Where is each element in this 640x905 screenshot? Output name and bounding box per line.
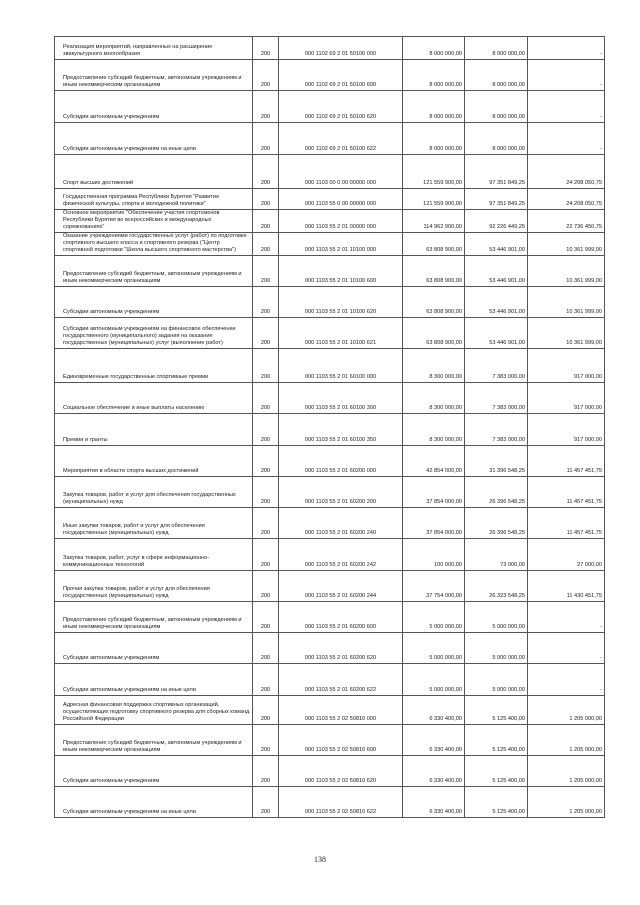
row-name <box>55 287 253 318</box>
row-unexecuted: - <box>528 60 605 91</box>
row-name-text: Иные закупки товаров, работ и услуг для обеспечения государственных (муниципальных) нужд <box>63 523 205 536</box>
row-kbk: 000 1103 55 2 01 60100 350 <box>279 414 403 446</box>
row-kbk: 000 1103 55 2 02 50810 600 <box>279 725 403 756</box>
table-row <box>55 123 605 155</box>
row-name <box>55 508 253 539</box>
row-code: 200 <box>253 256 279 287</box>
table-row <box>55 633 605 664</box>
row-kbk: 000 1103 55 2 01 60200 600 <box>279 602 403 633</box>
row-unexecuted: - <box>528 602 605 633</box>
row-name <box>55 725 253 756</box>
row-approved: 6 330 400,00 <box>403 756 465 787</box>
row-approved: 8 300 000,00 <box>403 383 465 414</box>
row-approved: 114 962 900,00 <box>403 210 465 233</box>
row-executed: 8 000 000,00 <box>465 123 528 155</box>
table-row <box>55 414 605 446</box>
row-name-text: Основное мероприятие "Обеспечение участия спортсменов Республики Бурятия во всероссийских и международных соревнованиях" <box>63 210 220 230</box>
table-row <box>55 60 605 91</box>
row-executed: 53 446 901,00 <box>465 318 528 349</box>
row-code: 200 <box>253 60 279 91</box>
row-name <box>55 91 253 123</box>
row-code: 200 <box>253 571 279 602</box>
row-approved: 37 754 000,00 <box>403 571 465 602</box>
row-executed: 5 125 400,00 <box>465 756 528 787</box>
row-approved: 42 854 000,00 <box>403 446 465 477</box>
row-kbk: 000 1102 69 2 01 50100 600 <box>279 60 403 91</box>
row-unexecuted: 917 000,00 <box>528 414 605 446</box>
row-name <box>55 383 253 414</box>
row-executed: 26 323 548,25 <box>465 571 528 602</box>
table-row <box>55 664 605 696</box>
row-kbk: 000 1103 55 2 02 50810 000 <box>279 696 403 725</box>
table-row <box>55 756 605 787</box>
budget-execution-table <box>54 36 605 818</box>
row-code: 200 <box>253 633 279 664</box>
row-name-text: Государственная программа Республики Бурятия "Развитие физической культуры, спорта и молодежной политики" <box>63 194 220 207</box>
row-code: 200 <box>253 664 279 696</box>
table-row <box>55 787 605 818</box>
table-row <box>55 210 605 233</box>
row-name-text: Субсидии автономным учреждениям на иные цели <box>63 146 196 152</box>
row-executed: 53 446 901,00 <box>465 287 528 318</box>
row-unexecuted: 1 205 000,00 <box>528 787 605 818</box>
row-kbk: 000 1103 55 2 01 60200 240 <box>279 508 403 539</box>
row-kbk: 000 1103 55 2 01 60100 000 <box>279 349 403 383</box>
table-row <box>55 539 605 571</box>
row-name <box>55 210 253 233</box>
table-row <box>55 349 605 383</box>
page-number: 138 <box>314 855 326 864</box>
row-unexecuted: - <box>528 91 605 123</box>
row-unexecuted: 917 000,00 <box>528 349 605 383</box>
row-executed: 73 000,00 <box>465 539 528 571</box>
row-name-text: Субсидии автономным учреждениям <box>63 655 160 661</box>
row-unexecuted: - <box>528 664 605 696</box>
table-row <box>55 508 605 539</box>
table-row <box>55 725 605 756</box>
row-name-text: Субсидии автономным учреждениям на иные цели <box>63 809 196 815</box>
table-body <box>55 37 605 818</box>
row-name-text: Субсидии автономным учреждениям на финансовое обеспечение государственного (муниципального) задания на оказание государственных (муниципальных) услуг (выполнение работ) <box>63 326 236 346</box>
row-unexecuted: 22 736 450,75 <box>528 210 605 233</box>
row-executed: 5 125 400,00 <box>465 787 528 818</box>
row-name <box>55 60 253 91</box>
row-name-text: Прочая закупка товаров, работ и услуг для обеспечения государственных (муниципальных) нужд <box>63 586 210 599</box>
row-name-text: Единовременные государственные спортивные премии <box>63 374 209 380</box>
table-row <box>55 446 605 477</box>
row-unexecuted: 917 000,00 <box>528 383 605 414</box>
row-executed: 5 125 400,00 <box>465 725 528 756</box>
row-code: 200 <box>253 123 279 155</box>
row-name <box>55 446 253 477</box>
row-name <box>55 37 253 60</box>
row-approved: 63 808 900,00 <box>403 287 465 318</box>
row-name <box>55 256 253 287</box>
row-unexecuted: 1 205 000,00 <box>528 756 605 787</box>
row-code: 200 <box>253 349 279 383</box>
row-code: 200 <box>253 725 279 756</box>
row-executed: 53 446 901,00 <box>465 233 528 256</box>
row-name-text: Субсидии автономным учреждениям <box>63 778 160 784</box>
row-name-text: Предоставление субсидий бюджетным, автономным учреждениям и иным некоммерческим организациям <box>63 75 242 88</box>
row-code: 200 <box>253 155 279 189</box>
row-name <box>55 539 253 571</box>
row-executed: 97 351 849,25 <box>465 155 528 189</box>
row-approved: 5 000 000,00 <box>403 633 465 664</box>
row-name-text: Субсидии автономным учреждениям на иные цели <box>63 687 196 693</box>
row-kbk: 000 1103 55 2 01 10100 621 <box>279 318 403 349</box>
row-unexecuted: 10 361 999,00 <box>528 256 605 287</box>
row-unexecuted: 1 205 000,00 <box>528 696 605 725</box>
row-kbk: 000 1103 55 0 00 00000 000 <box>279 189 403 210</box>
row-approved: 6 330 400,00 <box>403 696 465 725</box>
row-code: 200 <box>253 210 279 233</box>
row-name <box>55 155 253 189</box>
row-executed: 7 383 000,00 <box>465 349 528 383</box>
row-name-text: Мероприятия в области спорта высших достижений <box>63 468 199 474</box>
table-row <box>55 696 605 725</box>
row-code: 200 <box>253 318 279 349</box>
row-name-text: Закупка товаров, работ, услуг в сфере информационно-коммуникационных технологий <box>63 555 210 568</box>
row-name-text: Предоставление субсидий бюджетным, автономным учреждениям и иным некоммерческим организациям <box>63 617 242 630</box>
row-code: 200 <box>253 383 279 414</box>
row-approved: 5 000 000,00 <box>403 602 465 633</box>
row-code: 200 <box>253 189 279 210</box>
row-unexecuted: 24 208 050,75 <box>528 189 605 210</box>
row-executed: 53 446 901,00 <box>465 256 528 287</box>
row-name <box>55 477 253 508</box>
row-approved: 8 000 000,00 <box>403 37 465 60</box>
row-approved: 8 000 000,00 <box>403 60 465 91</box>
row-name <box>55 189 253 210</box>
row-executed: 8 000 000,00 <box>465 37 528 60</box>
row-unexecuted: 11 430 451,75 <box>528 571 605 602</box>
row-kbk: 000 1103 00 0 00 00000 000 <box>279 155 403 189</box>
row-code: 200 <box>253 233 279 256</box>
row-kbk: 000 1103 55 2 01 60200 244 <box>279 571 403 602</box>
row-name <box>55 233 253 256</box>
row-name <box>55 318 253 349</box>
table-row <box>55 383 605 414</box>
table-row <box>55 91 605 123</box>
row-approved: 37 854 000,00 <box>403 477 465 508</box>
table-row <box>55 256 605 287</box>
row-unexecuted: 1 205 000,00 <box>528 725 605 756</box>
table-row <box>55 155 605 189</box>
row-kbk: 000 1103 55 2 01 60200 200 <box>279 477 403 508</box>
row-unexecuted: - <box>528 37 605 60</box>
row-code: 200 <box>253 539 279 571</box>
row-kbk: 000 1103 55 2 01 60100 300 <box>279 383 403 414</box>
row-unexecuted: 27 000,00 <box>528 539 605 571</box>
row-name <box>55 349 253 383</box>
row-kbk: 000 1103 55 2 01 10100 620 <box>279 287 403 318</box>
row-kbk: 000 1103 55 2 01 60200 242 <box>279 539 403 571</box>
row-name <box>55 696 253 725</box>
row-executed: 8 000 000,00 <box>465 60 528 91</box>
row-unexecuted: 10 361 999,00 <box>528 287 605 318</box>
row-name-text: Закупка товаров, работ и услуг для обеспечения государственных (муниципальных) нужд <box>63 492 236 505</box>
row-executed: 26 396 548,25 <box>465 508 528 539</box>
row-code: 200 <box>253 446 279 477</box>
row-name <box>55 756 253 787</box>
row-name-text: Адресная финансовая поддержка спортивных организаций, осуществляющих подготовку спортивного резерва для сборных команд Российской Федерации <box>63 702 250 722</box>
row-unexecuted: 10 361 999,00 <box>528 318 605 349</box>
row-code: 200 <box>253 414 279 446</box>
row-name-text: Спорт высших достижений <box>63 180 134 186</box>
row-executed: 5 000 000,00 <box>465 633 528 664</box>
row-executed: 5 000 000,00 <box>465 664 528 696</box>
row-approved: 63 808 900,00 <box>403 233 465 256</box>
row-code: 200 <box>253 756 279 787</box>
row-kbk: 000 1102 69 2 01 50100 620 <box>279 91 403 123</box>
row-executed: 5 125 400,00 <box>465 696 528 725</box>
row-name-text: Реализация мероприятий, направленных на расширение звакультурного многообразия <box>63 44 213 57</box>
row-kbk: 000 1102 69 2 01 50100 000 <box>279 37 403 60</box>
row-code: 200 <box>253 91 279 123</box>
row-name-text: Субсидии автономным учреждениям <box>63 114 160 120</box>
row-executed: 26 396 548,25 <box>465 477 528 508</box>
row-executed: 97 351 849,25 <box>465 189 528 210</box>
row-name <box>55 787 253 818</box>
row-kbk: 000 1103 55 2 01 10100 600 <box>279 256 403 287</box>
row-name-text: Премии и гранты <box>63 437 108 443</box>
row-code: 200 <box>253 37 279 60</box>
row-unexecuted: 24 208 050,75 <box>528 155 605 189</box>
row-code: 200 <box>253 696 279 725</box>
row-executed: 7 383 000,00 <box>465 414 528 446</box>
row-kbk: 000 1103 55 2 02 50810 622 <box>279 787 403 818</box>
table-row <box>55 318 605 349</box>
row-name <box>55 602 253 633</box>
row-kbk: 000 1102 69 2 01 50100 622 <box>279 123 403 155</box>
table-row <box>55 571 605 602</box>
row-unexecuted: 11 457 451,75 <box>528 508 605 539</box>
row-unexecuted: 10 361 999,00 <box>528 233 605 256</box>
table-row <box>55 477 605 508</box>
row-name-text: Предоставление субсидий бюджетным, автономным учреждениям и иным некоммерческим организациям <box>63 740 242 753</box>
row-executed: 31 396 548,25 <box>465 446 528 477</box>
row-unexecuted: - <box>528 123 605 155</box>
table-row <box>55 287 605 318</box>
row-name-text: Социальное обеспечение и иные выплаты населению <box>63 405 205 411</box>
row-approved: 121 559 900,00 <box>403 189 465 210</box>
row-executed: 7 383 000,00 <box>465 383 528 414</box>
row-code: 200 <box>253 508 279 539</box>
row-name-text: Оказание учреждениями государственных услуг (работ) по подготовке спортивного высшего класса и спортивного резерва ("Центр спортивной подготовки "Школа высшего спортивного мастерства") <box>63 233 247 253</box>
row-approved: 121 559 900,00 <box>403 155 465 189</box>
row-code: 200 <box>253 477 279 508</box>
row-name <box>55 123 253 155</box>
row-kbk: 000 1103 55 2 01 60200 000 <box>279 446 403 477</box>
row-kbk: 000 1103 55 2 01 00000 000 <box>279 210 403 233</box>
row-code: 200 <box>253 287 279 318</box>
table-row <box>55 602 605 633</box>
row-executed: 92 226 449,25 <box>465 210 528 233</box>
row-name-text: Субсидии автономным учреждениям <box>63 309 160 315</box>
row-approved: 5 000 000,00 <box>403 664 465 696</box>
row-approved: 8 000 000,00 <box>403 123 465 155</box>
row-unexecuted: - <box>528 633 605 664</box>
row-approved: 6 330 400,00 <box>403 787 465 818</box>
row-name <box>55 664 253 696</box>
table-row <box>55 189 605 210</box>
row-approved: 63 808 900,00 <box>403 256 465 287</box>
row-kbk: 000 1103 55 2 01 60200 622 <box>279 664 403 696</box>
row-approved: 63 808 900,00 <box>403 318 465 349</box>
row-executed: 8 000 000,00 <box>465 91 528 123</box>
table-row <box>55 37 605 60</box>
row-approved: 6 330 400,00 <box>403 725 465 756</box>
row-executed: 5 000 000,00 <box>465 602 528 633</box>
row-kbk: 000 1103 55 2 01 60200 620 <box>279 633 403 664</box>
row-kbk: 000 1103 55 2 01 10100 000 <box>279 233 403 256</box>
row-approved: 8 300 000,00 <box>403 349 465 383</box>
row-unexecuted: 11 457 451,75 <box>528 446 605 477</box>
table-row <box>55 233 605 256</box>
row-name <box>55 414 253 446</box>
row-unexecuted: 11 457 451,75 <box>528 477 605 508</box>
row-approved: 8 000 000,00 <box>403 91 465 123</box>
row-approved: 8 300 000,00 <box>403 414 465 446</box>
row-name-text: Предоставление субсидий бюджетным, автономным учреждениям и иным некоммерческим организациям <box>63 271 242 284</box>
row-kbk: 000 1103 55 2 02 50810 620 <box>279 756 403 787</box>
row-name <box>55 571 253 602</box>
row-approved: 100 000,00 <box>403 539 465 571</box>
row-code: 200 <box>253 787 279 818</box>
row-name <box>55 633 253 664</box>
row-code: 200 <box>253 602 279 633</box>
row-approved: 37 854 000,00 <box>403 508 465 539</box>
